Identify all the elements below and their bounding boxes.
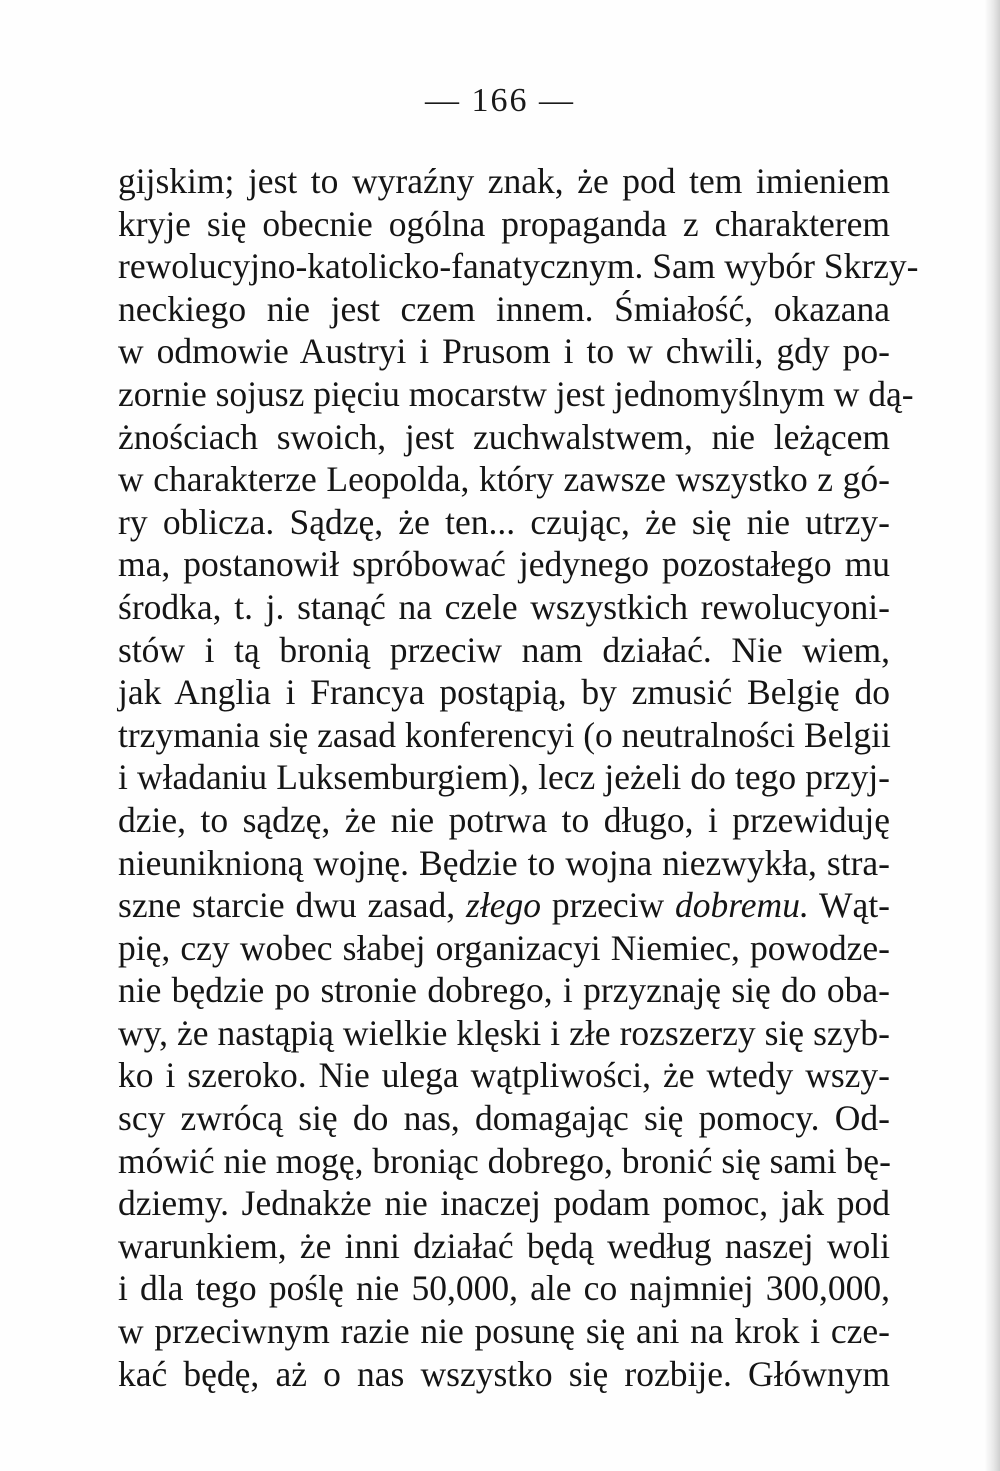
text-segment: przeciw [540, 885, 676, 926]
text-line: ry oblicza. Sądzę, że ten... czując, że się nie utrzy- [118, 501, 890, 542]
text-line: w przeciwnym razie nie posunę się ani na krok i cze- [118, 1311, 890, 1352]
text-line-with-italics [118, 884, 890, 927]
text-segment: Wąt- [808, 885, 891, 926]
scan-edge-shadow [984, 0, 1000, 1471]
text-line: pię, czy wobec słabej organizacyi Niemiec, powodze- [118, 927, 890, 968]
text-line: nie będzie po stronie dobrego, i przyznaję się do oba- [118, 970, 890, 1011]
text-line: trzymania się zasad konferencyi (o neutralności Belgii [118, 714, 891, 755]
text-line: środka, t. j. stanąć na czele wszystkich rewolucyoni- [118, 586, 890, 627]
text-line: wy, że nastąpią wielkie klęski i złe rozszerzy się szyb- [118, 1012, 890, 1053]
text-line: nieuniknioną wojnę. Będzie to wojna niezwykła, stra- [118, 842, 890, 883]
text-line: ko i szeroko. Nie ulega wątpliwości, że wtedy wszy- [118, 1055, 890, 1096]
text-line: w charakterze Leopolda, który zawsze wszystko z gó- [118, 459, 890, 500]
text-line: kryje się obecnie ogólna propaganda z charakterem [118, 203, 890, 244]
text-line: rewolucyjno-katolicko-fanatycznym. Sam wybór Skrzy- [118, 246, 919, 287]
text-line: kać będę, aż o nas wszystko się rozbije. Głównym [118, 1353, 890, 1394]
page-number: — 166 — [425, 82, 575, 119]
text-line: neckiego nie jest czem innem. Śmiałość, okazana [118, 288, 890, 329]
text-line: ma, postanowił spróbować jedynego pozostałego mu [118, 544, 890, 585]
italic-word-dobremu: dobremu. [675, 885, 809, 926]
text-line: i władaniu Luksemburgiem), lecz jeżeli do tego przyj- [118, 757, 890, 798]
text-line: warunkiem, że inni działać będą według naszej woli [118, 1225, 890, 1266]
text-line: jak Anglia i Francya postąpią, by zmusić Belgię do [118, 672, 890, 713]
italic-word-zlego: złego [466, 885, 541, 926]
text-line: żnościach swoich, jest zuchwalstwem, nie leżącem [118, 416, 890, 457]
text-line: stów i tą bronią przeciw nam działać. Nie wiem, [118, 629, 890, 670]
text-line: zornie sojusz pięciu mocarstw jest jednomyślnym w dą- [118, 373, 914, 414]
text-line: dzie, to sądzę, że nie potrwa to długo, i przewiduję [118, 799, 890, 840]
text-segment: szne starcie dwu zasad, [118, 885, 467, 926]
text-line: mówić nie mogę, broniąc dobrego, bronić się sami bę- [118, 1140, 891, 1181]
text-line: dziemy. Jednakże nie inaczej podam pomoc, jak pod [118, 1183, 890, 1224]
text-line: i dla tego poślę nie 50,000, ale co najmniej 300,000, [118, 1268, 890, 1309]
text-line: gijskim; jest to wyraźny znak, że pod tem imieniem [118, 161, 890, 201]
body-text [118, 160, 919, 1395]
text-line: w odmowie Austryi i Prusom i to w chwili, gdy po- [118, 331, 890, 372]
text-line: scy zwrócą się do nas, domagając się pomocy. Od- [118, 1098, 890, 1139]
